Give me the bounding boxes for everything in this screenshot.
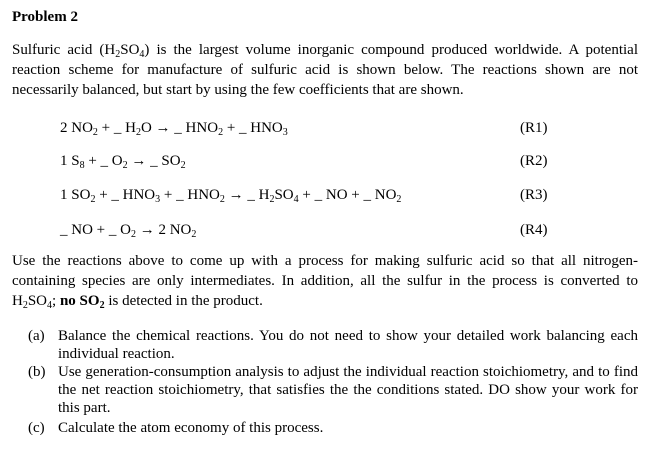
question-part-c — [28, 419, 638, 437]
reaction-r1 — [60, 118, 620, 138]
part-text: Calculate the atom economy of this process. — [58, 420, 324, 436]
reaction-label: (R1) — [520, 120, 548, 136]
part-letter: (c) — [28, 420, 45, 436]
reaction-equation: 1 $SO_2$ + _ $HNO_3$ + _ $HNO_2$ → _ $H_2SO_4$ + _ NO + _ $NO_2$ — [60, 187, 402, 205]
reaction-r2 — [60, 151, 620, 171]
part-letter: (a) — [28, 328, 45, 344]
part-text: Use generation-consumption analysis to adjust the individual reaction stoichiometry, and to find the net reaction stoichiometry, that satisfies the the conditions stated. DO show your work for this part. — [58, 364, 638, 416]
reaction-label: (R4) — [520, 222, 548, 238]
reaction-equation: 1 $S_8$ + _ $O_2$ → _ $SO_2$ — [60, 153, 186, 171]
intro-paragraph: Sulfuric acid $(H_2SO_4)$ is the largest volume inorganic compound produced worldwide. A potential reaction scheme for manufacture of sulfuric acid is shown below. The reactions shown are not necessarily balanced, but start by using the few coefficients that are shown. — [12, 42, 638, 98]
reaction-equation: 2 $NO_2$ + _ $H_2O$ → _ $HNO_2$ + _ $HNO_3$ — [60, 120, 288, 138]
part-letter: (b) — [28, 364, 46, 380]
question-part-a — [28, 327, 638, 363]
question-parts-list — [28, 327, 638, 437]
reaction-r4 — [60, 220, 620, 240]
question-part-b — [28, 363, 638, 417]
reaction-label: (R3) — [520, 187, 548, 203]
problem-title: Problem 2 — [12, 9, 78, 25]
part-text: Balance the chemical reactions. You do not need to show your detailed work balancing each individual reaction. — [58, 328, 638, 362]
reaction-label: (R2) — [520, 153, 548, 169]
conditions-paragraph: Use the reactions above to come up with a process for making sulfuric acid so that all nitrogen-containing species are only intermediates. In addition, all the sulfur in the process is converted to $H_2SO_4$; no $SO_2$ is detected in the product. — [12, 253, 638, 311]
bold-no-so2: no $SO_2$ — [59, 293, 105, 311]
reaction-equation: _ NO + _ $O_2 \to 2$ $NO_2$ — [60, 222, 197, 240]
reaction-r3 — [60, 185, 620, 205]
